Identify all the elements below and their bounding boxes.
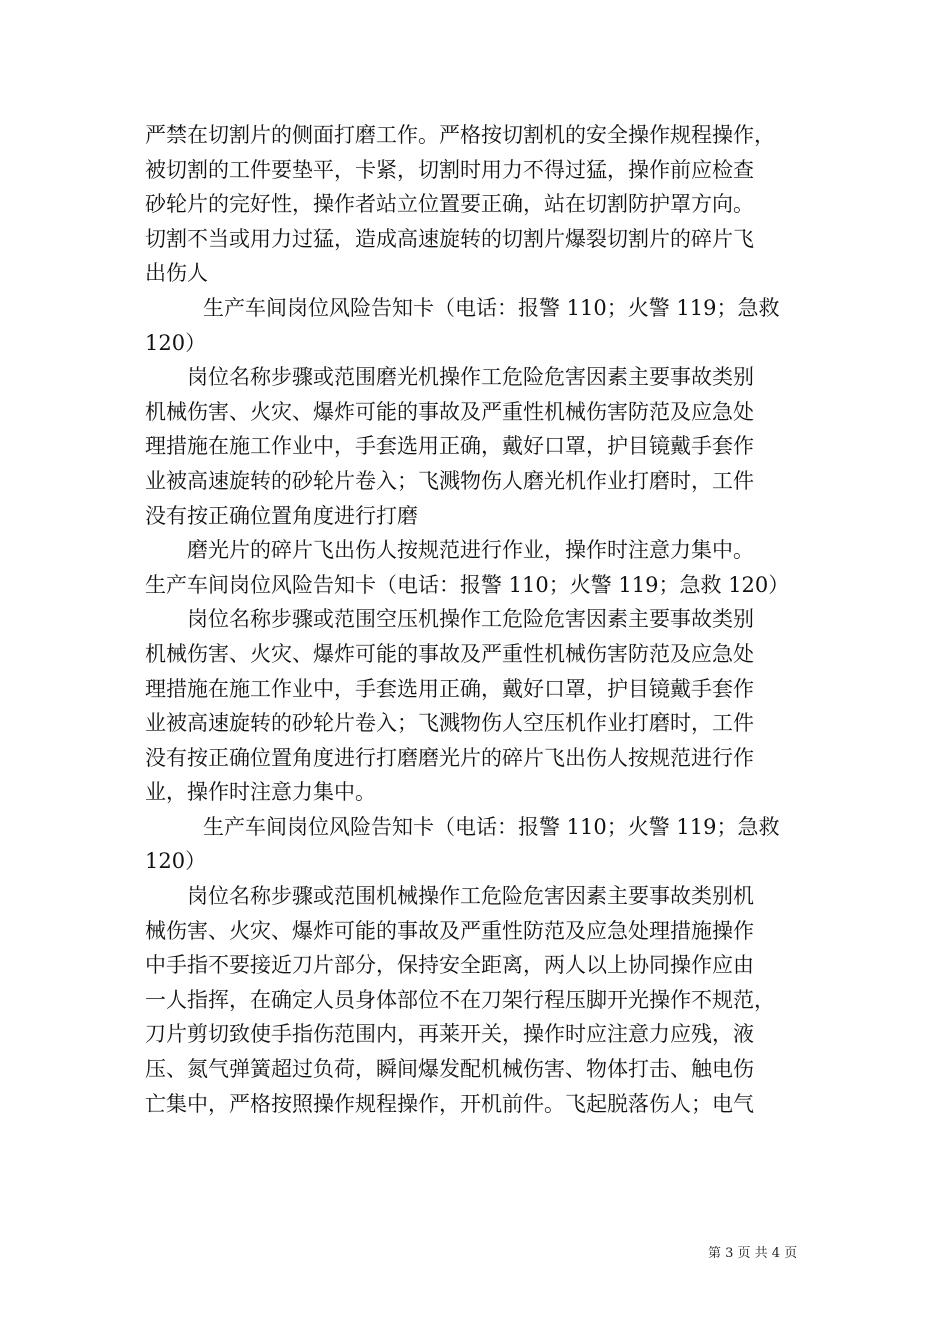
text-line: 中手指不要接近刀片部分，保持安全距离，两人以上协同操作应由 xyxy=(145,953,754,978)
paragraph-start-line: 磨光片的碎片飞出伤人按规范进行作业，操作时注意力集中。 xyxy=(187,538,754,563)
text-line: 械伤害、火灾、爆炸可能的事故及严重性防范及应急处理措施操作 xyxy=(145,918,754,943)
text-line: 被切割的工件要垫平，卡紧，切割时用力不得过猛，操作前应检查 xyxy=(145,157,754,182)
text-line: 120） xyxy=(145,330,207,355)
document-body xyxy=(145,118,810,1121)
text-line: 没有按正确位置角度进行打磨 xyxy=(145,503,418,528)
text-line: 严禁在切割片的侧面打磨工作。严格按切割机的安全操作规程操作， xyxy=(145,123,775,147)
text-line: 业被高速旋转的砂轮片卷入；飞溅物伤人空压机作业打磨时，工件 xyxy=(145,711,754,736)
text-line: 没有按正确位置角度进行打磨磨光片的碎片飞出伤人按规范进行作 xyxy=(145,745,754,770)
text-line: 刀片剪切致使手指伤范围内，再莱开关，操作时应注意力应残，液 xyxy=(145,1022,754,1047)
text-line: 业被高速旋转的砂轮片卷入；飞溅物伤人磨光机作业打磨时，工件 xyxy=(145,468,754,493)
paragraph-start-line: 岗位名称步骤或范围机械操作工危险危害因素主要事故类别机 xyxy=(187,884,754,909)
text-line: 切割不当或用力过猛，造成高速旋转的切割片爆裂切割片的碎片飞 xyxy=(145,226,754,251)
section-heading-line: 生产车间岗位风险告知卡（电话：报警 110；火警 119；急救 xyxy=(203,295,780,320)
section-heading-line: 生产车间岗位风险告知卡（电话：报警 110；火警 119；急救 120） xyxy=(145,572,790,597)
text-line: 机械伤害、火灾、爆炸可能的事故及严重性机械伤害防范及应急处 xyxy=(145,641,754,666)
text-line: 120） xyxy=(145,849,207,874)
text-line: 砂轮片的完好性，操作者站立位置要正确，站在切割防护罩方向。 xyxy=(145,192,754,217)
text-line: 亡集中，严格按照操作规程操作，开机前件。飞起脱落伤人；电气 xyxy=(145,1091,754,1116)
text-line: 理措施在施工作业中，手套选用正确，戴好口罩，护目镜戴手套作 xyxy=(145,434,754,459)
paragraph-start-line: 岗位名称步骤或范围空压机操作工危险危害因素主要事故类别 xyxy=(187,607,754,632)
paragraph-start-line: 岗位名称步骤或范围磨光机操作工危险危害因素主要事故类别 xyxy=(187,365,754,390)
section-heading-line: 生产车间岗位风险告知卡（电话：报警 110；火警 119；急救 xyxy=(203,814,780,839)
text-line: 业，操作时注意力集中。 xyxy=(145,780,376,805)
text-line: 理措施在施工作业中，手套选用正确，戴好口罩，护目镜戴手套作 xyxy=(145,676,754,701)
text-line: 机械伤害、火灾、爆炸可能的事故及严重性机械伤害防范及应急处 xyxy=(145,399,754,424)
text-line: 出伤人 xyxy=(145,261,208,286)
text-line: 压、氮气弹簧超过负荷，瞬间爆发配机械伤害、物体打击、触电伤 xyxy=(145,1057,754,1082)
text-line: 一人指挥，在确定人员身体部位不在刀架行程压脚开光操作不规范， xyxy=(145,987,775,1012)
page-number: 第 3 页 共 4 页 xyxy=(708,1246,798,1261)
